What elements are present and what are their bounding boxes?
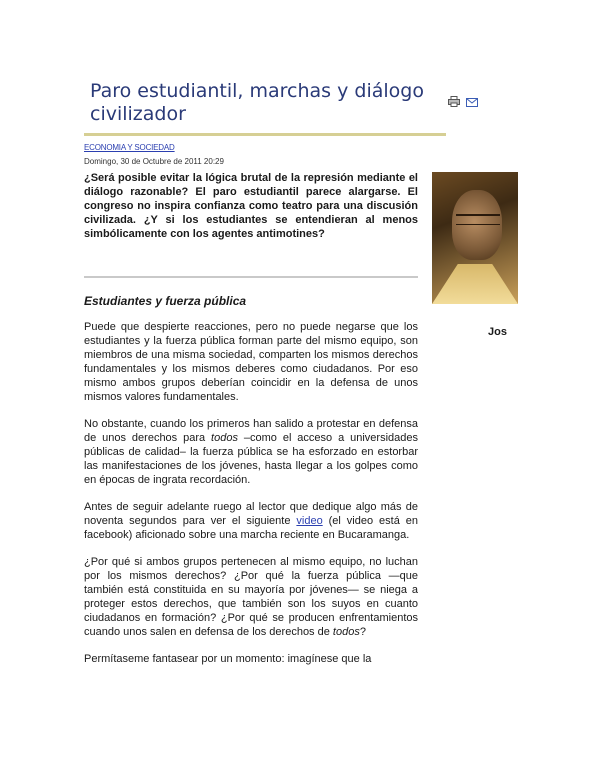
title-divider [84, 133, 446, 136]
article-lead: ¿Será posible evitar la lógica brutal de la represión mediante el diálogo razonable? El paro estudiantil parece alargarse. El congreso no inspira confianza como teatro para una discusión civilizada. ¿Y si los estudiantes se entendieran al menos simbólicamente con los agentes antimotines? [84, 172, 418, 240]
author-jacket [432, 264, 518, 304]
article-tools [448, 94, 478, 112]
paragraph-5: Permítaseme fantasear por un momento: imagínese que la [84, 653, 372, 665]
paragraph-3: Antes de seguir adelante ruego al lector que dedique algo más de noventa segundos para ver el siguiente video (el video está en facebook) aficionado sobre una marcha reciente en Bucaramanga. [84, 501, 418, 541]
printer-icon[interactable] [448, 94, 460, 112]
emphasis-todos: todos [211, 432, 238, 444]
email-icon[interactable] [466, 94, 478, 112]
paragraph-4: ¿Por qué si ambos grupos pertenecen al mismo equipo, no luchan por los mismos derechos? ¿Por qué la fuerza pública —que también está constituida en su mayoría por jóvenes— se niega a proteger estos derechos, que también son los suyos en cuanto ciudadanos en formación? ¿Por qué se producen enfrentamientos cuando unos salen en defensa de los derechos de todos? [84, 556, 418, 638]
article-title: Paro estudiantil, marchas y diálogo civilizador [90, 80, 424, 125]
emphasis-todos: todos [332, 626, 360, 638]
video-link[interactable]: video [296, 515, 323, 527]
publish-date: Domingo, 30 de Octubre de 2011 20:29 [84, 157, 224, 166]
paragraph-1: Puede que despierte reacciones, pero no puede negarse que los estudiantes y la fuerza pública forman parte del mismo equipo, son miembros de una misma sociedad, comparten los mismos derechos fundamentales y los mismos deberes como ciudadanos. Por eso mismo ambos grupos deberían coincidir en la defensa de unos mismos valores fundamentales. [84, 321, 418, 403]
author-face [452, 190, 502, 260]
article-body [84, 320, 418, 679]
section-link[interactable]: ECONOMIA Y SOCIEDAD [84, 143, 175, 152]
author-glasses [456, 214, 500, 225]
author-name: Jos [488, 326, 507, 338]
lead-divider [84, 276, 418, 278]
section-heading: Estudiantes y fuerza pública [84, 294, 247, 308]
author-photo [432, 172, 518, 304]
paragraph-2: No obstante, cuando los primeros han salido a protestar en defensa de unos derechos para todos –como el acceso a universidades públicas de calidad– la fuerza pública se ha esforzado en estorbar las manifestaciones de los jóvenes, hasta llegar a los golpes como en épocas de ingrata recordación. [84, 418, 418, 486]
